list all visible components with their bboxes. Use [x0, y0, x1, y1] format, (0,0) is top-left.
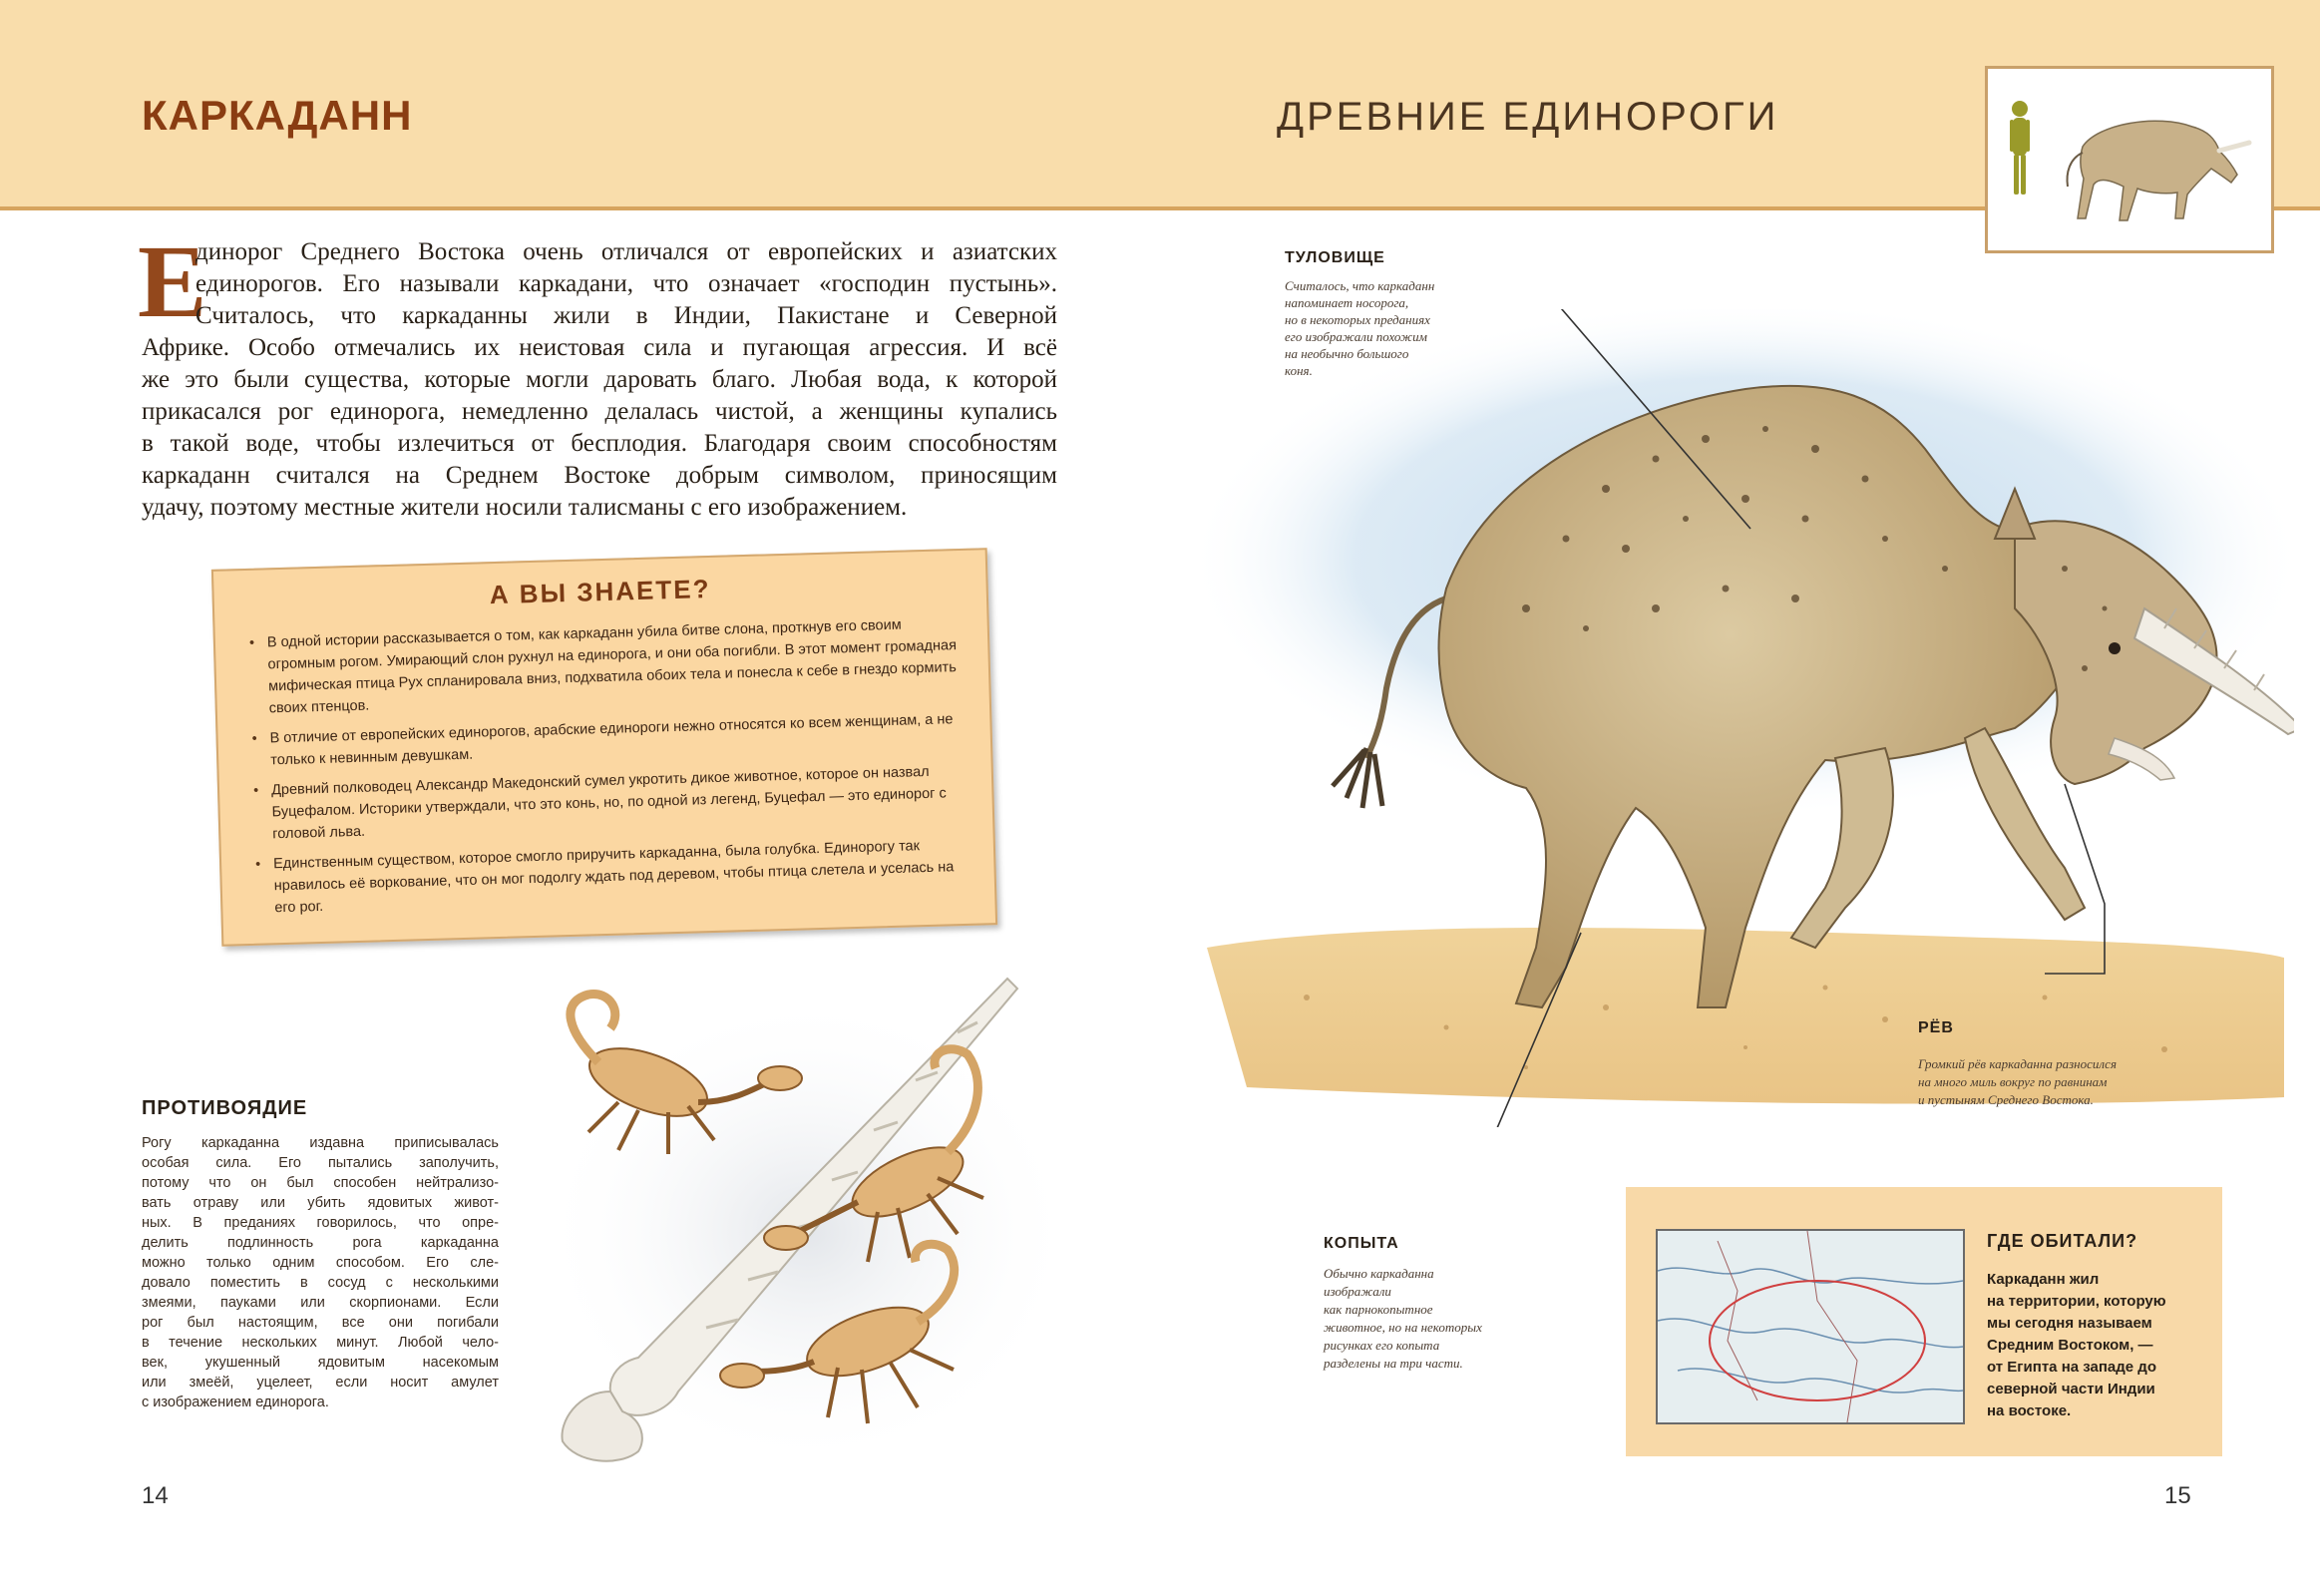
intro-line: единорогов. Его называли каркадани, что означает «господин пустынь». [195, 270, 1057, 297]
antidote-line: Рогу каркаданна издавна приписывалась [142, 1135, 499, 1151]
hooves-label-line: животное, но на некоторых [1324, 1320, 1482, 1335]
intro-line: Африке. Особо отмечались их неистовая сила и пугающая агрессия. И всё [142, 334, 1057, 361]
antidote-line: можно только одним способом. Его сле- [142, 1255, 499, 1271]
roar-label-heading: РЁВ [1918, 1019, 1954, 1036]
chapter-title: КАРКАДАНН [142, 92, 413, 139]
intro-line: каркаданн считался на Среднем Востоке добрым символом, приносящим [142, 462, 1057, 489]
antidote-line: рог был настоящим, все они погибали [142, 1315, 499, 1331]
habitat-line: Средним Востоком, — [1987, 1337, 2153, 1354]
habitat-line: от Египта на западе до [1987, 1359, 2156, 1376]
intro-line: же это были существа, которые могли даровать благо. Любая вода, к которой [142, 366, 1057, 393]
habitat-line: Каркаданн жил [1987, 1271, 2100, 1288]
habitat-line: на территории, которую [1987, 1293, 2166, 1310]
roar-label-line: Громкий рёв каркаданна разносился [1918, 1056, 2117, 1071]
scale-comparison-illustration [1988, 69, 2271, 250]
list-item: • В отличие от европейских единорогов, арабские единороги нежно относятся ко всем женщинам, а не только к невинным девушкам. [251, 708, 970, 772]
torso-label-line: напоминает носорога, [1285, 295, 1409, 310]
antidote-line: особая сила. Его пытались заполучить, [142, 1155, 499, 1171]
hooves-label-line: Обычно каркаданна [1324, 1266, 1434, 1281]
antidote-line: змеями, пауками или скорпионами. Если [142, 1295, 499, 1311]
karkadann-illustration [1187, 309, 2294, 1127]
antidote-line: потому что он был способен нейтрализо- [142, 1175, 499, 1191]
antidote-line: век, укушенный ядовитым насекомым [142, 1355, 499, 1371]
hooves-label-line: изображали [1324, 1284, 1391, 1299]
habitat-line: на востоке. [1987, 1402, 2072, 1419]
intro-line: в такой воде, чтобы излечиться от бесплодия. Благодаря своим способностям [142, 430, 1057, 457]
roar-label-line: и пустыням Среднего Востока. [1918, 1092, 2094, 1107]
torso-label-line: на необычно большого [1285, 346, 1409, 361]
dropcap: Е [138, 224, 207, 339]
human-silhouette-icon [2010, 101, 2030, 195]
intro-line: прикасался рог единорога, немедленно делалась чистой, а женщины купались [142, 398, 1057, 425]
antidote-line: в течение нескольких минут. Любой чело- [142, 1335, 499, 1351]
torso-label-heading: ТУЛОВИЩЕ [1285, 249, 1385, 266]
scorpions-and-horn-illustration [519, 973, 1077, 1481]
intro-line: динорог Среднего Востока очень отличался от европейских и азиатских [195, 238, 1057, 265]
antidote-line: довало поместить в сосуд с несколькими [142, 1275, 499, 1291]
habitat-heading: ГДЕ ОБИТАЛИ? [1987, 1231, 2138, 1251]
hooves-label-heading: КОПЫТА [1324, 1235, 1399, 1252]
antidote-heading: ПРОТИВОЯДИЕ [142, 1097, 308, 1119]
did-you-know-title: А ВЫ ЗНАЕТЕ? [489, 573, 711, 610]
antidote-line: делить подлинность рога каркаданна [142, 1235, 499, 1251]
page-number-right: 15 [2164, 1482, 2191, 1509]
list-item: • Единственным существом, которое смогло приручить каркаданна, была голубка. Единорогу так нравилось её воркование, что он мог подолгу ждать под деревом, чтобы птица слетела и уселась на его рог. [255, 834, 975, 920]
intro-line: удачу, поэтому местные жители носили талисманы с его изображением. [142, 494, 908, 521]
map-icon [1658, 1231, 1963, 1422]
habitat-line: северной части Индии [1987, 1381, 2155, 1397]
section-title: ДРЕВНИЕ ЕДИНОРОГИ [1277, 95, 1779, 139]
list-item: • Древний полководец Александр Македонский сумел укротить дикое животное, которое он назвал Буцефалом. Историки утверждали, что это конь, но, по одной из легенд, Буцефал — это единорог с головой льва. [253, 760, 973, 846]
did-you-know-list [249, 612, 975, 928]
habitat-line: мы сегодня называем [1987, 1315, 2152, 1332]
torso-label-line: его изображали похожим [1285, 329, 1427, 344]
antidote-line: вать отраву или убить ядовитых живот- [142, 1195, 499, 1211]
hooves-label-line: как парнокопытное [1324, 1302, 1433, 1317]
intro-line: Считалось, что каркаданны жили в Индии, Пакистане и Северной [195, 302, 1057, 329]
unicorn-thumbnail-icon [2068, 121, 2249, 220]
did-you-know-box [211, 548, 997, 947]
list-item: • В одной истории рассказывается о том, как каркаданн убила битве слона, проткнув его своим огромным рогом. Умирающий слон рухнул на единорога, и они оба погибли. В этот момент громадная мифическая птица Рух спланировала вниз, подхватила обоих тела и понесла к себе в гнездо кормить своих птенцов. [249, 612, 969, 720]
hooves-label-line: рисунках его копыта [1324, 1338, 1440, 1353]
roar-label-line: на много миль вокруг по равнинам [1918, 1074, 2108, 1089]
antidote-line: или змеёй, уцелеет, если носит амулет [142, 1375, 499, 1391]
habitat-map [1656, 1229, 1965, 1424]
page-number-left: 14 [142, 1482, 169, 1509]
torso-label-line: Считалось, что каркаданн [1285, 278, 1435, 293]
antidote-line: с изображением единорога. [142, 1395, 329, 1410]
scale-comparison-box [1985, 66, 2274, 253]
torso-label-line: но в некоторых преданиях [1285, 312, 1430, 327]
antidote-line: ных. В преданиях говорилось, что опре- [142, 1215, 499, 1231]
torso-label-line: коня. [1285, 363, 1313, 378]
hooves-label-line: разделены на три части. [1324, 1356, 1463, 1371]
